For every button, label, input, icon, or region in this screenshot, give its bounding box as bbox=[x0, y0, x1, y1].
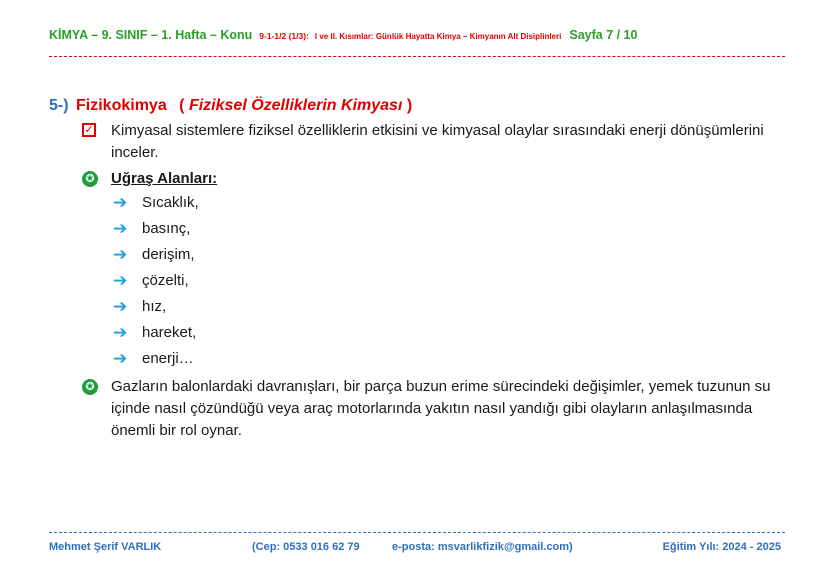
footer-author: Mehmet Şerif VARLIK bbox=[49, 541, 162, 553]
note-text: Gazların balonlardaki davranışları, bir parça buzun erime sürecindeki değişimler, yemek tuzunun su içinde nasıl çözündüğü veya araç motorlarında yakıtın nasıl yandığı gibi olayların anlaşılmasında önemli bir rol oynar. bbox=[111, 378, 771, 439]
list-item-text: enerji… bbox=[142, 350, 194, 367]
areas-heading: Uğraş Alanları: bbox=[111, 170, 218, 187]
footer-divider bbox=[49, 532, 785, 533]
right-arrow-icon: ➔ bbox=[113, 349, 128, 368]
header-page-number: Sayfa 7 / 10 bbox=[569, 28, 638, 42]
header-divider bbox=[49, 56, 785, 57]
list-item bbox=[49, 346, 789, 372]
right-arrow-icon: ➔ bbox=[113, 297, 128, 316]
list-item-text: hareket, bbox=[142, 324, 197, 341]
list-item bbox=[49, 242, 789, 268]
list-item-text: çözelti, bbox=[142, 272, 189, 289]
section-fizikokimya bbox=[49, 95, 789, 442]
right-arrow-icon: ➔ bbox=[113, 193, 128, 212]
right-arrow-icon: ➔ bbox=[113, 323, 128, 342]
footer-email: e-posta: msvarlikfizik@gmail.com) bbox=[392, 541, 573, 553]
checkbox-check-icon: ✓ bbox=[82, 123, 96, 137]
footer-year: Eğitim Yılı: 2024 - 2025 bbox=[662, 541, 781, 553]
list-item bbox=[49, 320, 789, 346]
description-item bbox=[49, 120, 789, 164]
footer-phone: (Cep: 0533 016 62 79 bbox=[252, 541, 360, 553]
section-subtitle bbox=[179, 97, 412, 114]
page-header bbox=[49, 28, 785, 50]
subtitle-text: Fiziksel Özelliklerin Kimyası bbox=[188, 97, 403, 114]
list-item-text: Sıcaklık, bbox=[142, 194, 199, 211]
list-item bbox=[49, 190, 789, 216]
subtitle-open-paren: ( bbox=[179, 97, 185, 114]
right-arrow-icon: ➔ bbox=[113, 219, 128, 238]
header-code: 9-1-1/2 (1/3): bbox=[259, 31, 309, 41]
header-topic: I ve II. Kısımlar: Günlük Hayatta Kimya – Kimyanın Alt Disiplinleri bbox=[314, 32, 562, 41]
list-item bbox=[49, 268, 789, 294]
list-item-text: derişim, bbox=[142, 246, 195, 263]
note-item bbox=[49, 376, 789, 442]
right-arrow-icon: ➔ bbox=[113, 245, 128, 264]
list-item-text: basınç, bbox=[142, 220, 191, 237]
section-title bbox=[49, 95, 789, 117]
subtitle-close-paren: ) bbox=[406, 97, 413, 114]
section-number: 5-) bbox=[49, 97, 69, 114]
star-badge-icon: ✪ bbox=[82, 379, 98, 395]
section-name: Fizikokimya bbox=[76, 97, 167, 114]
header-course: KİMYA – 9. SINIF – 1. Hafta – Konu bbox=[49, 28, 253, 42]
list-item bbox=[49, 294, 789, 320]
areas-heading-item bbox=[49, 168, 789, 190]
list-item-text: hız, bbox=[142, 298, 167, 315]
star-badge-icon: ✪ bbox=[82, 171, 98, 187]
page-footer bbox=[49, 541, 785, 561]
list-item bbox=[49, 216, 789, 242]
right-arrow-icon: ➔ bbox=[113, 271, 128, 290]
description-text: Kimyasal sistemlere fiziksel özelliklerin etkisini ve kimyasal olaylar sırasındaki enerji dönüşümlerini inceler. bbox=[111, 122, 764, 161]
